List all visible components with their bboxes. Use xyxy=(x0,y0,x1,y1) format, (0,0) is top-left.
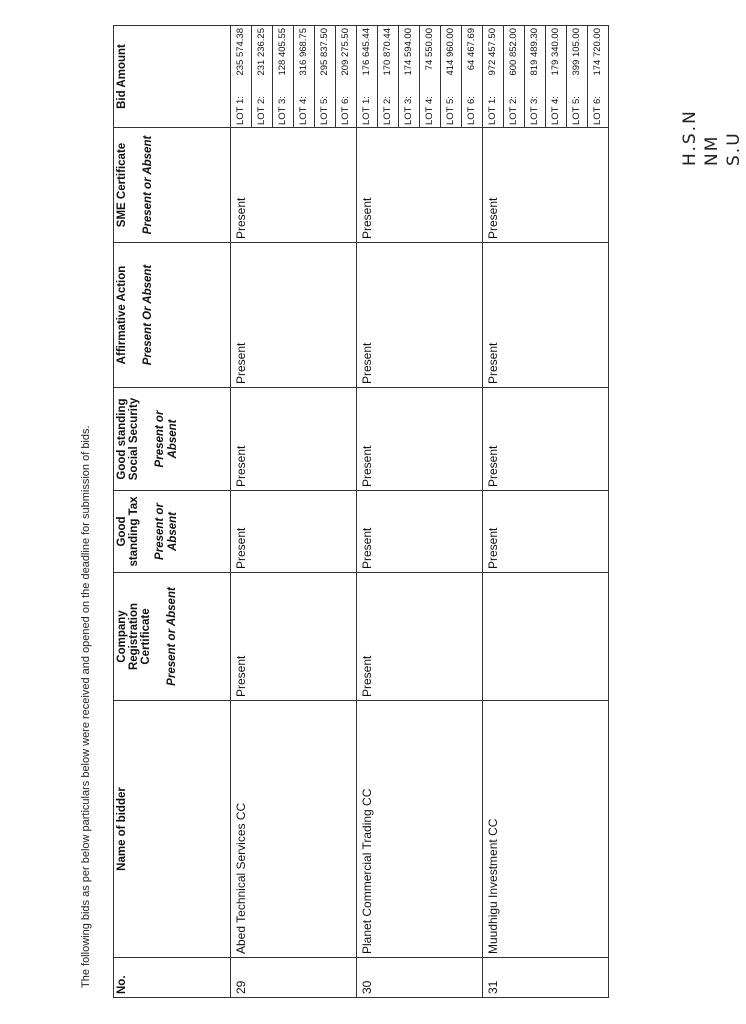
lot-label: LOT 2: xyxy=(256,96,268,125)
initials-line: S.U xyxy=(724,131,744,166)
lot-label: LOT 2: xyxy=(382,96,394,125)
header-sme xyxy=(114,128,231,243)
lot-row xyxy=(252,26,273,127)
table-row xyxy=(483,26,609,998)
social-status: Present xyxy=(357,388,483,491)
lot-amount: 179 340.00 xyxy=(550,28,562,76)
table-row xyxy=(231,26,357,998)
sme-status: Present xyxy=(231,128,357,243)
affirmative-status: Present xyxy=(483,243,609,388)
header-sme-sub: Present or Absent xyxy=(142,135,154,235)
header-tax-label: Good standing Tax xyxy=(116,496,140,567)
bidder-no: 30 xyxy=(357,958,483,998)
lot-amount: 64 467.69 xyxy=(466,28,478,71)
lot-row xyxy=(420,26,441,127)
lot-amount: 74 550.00 xyxy=(424,28,436,71)
lot-amount: 231 236.25 xyxy=(256,28,268,76)
bidder-name: Planet Commercial Trading CC xyxy=(357,701,483,958)
header-tax-sub: Present or Absent xyxy=(154,503,179,560)
lot-row xyxy=(294,26,315,127)
bidder-no: 31 xyxy=(483,958,609,998)
affirmative-status: Present xyxy=(231,243,357,388)
lot-row xyxy=(504,26,525,127)
header-affirmative-sub: Present Or Absent xyxy=(142,264,154,366)
lot-row xyxy=(378,26,399,127)
lot-label: LOT 5: xyxy=(319,96,331,125)
header-bid-label: Bid Amount xyxy=(116,44,128,109)
lot-amount: 972 457.50 xyxy=(487,28,499,76)
header-affirmative-label: Affirmative Action xyxy=(116,265,128,365)
header-name xyxy=(114,701,231,958)
lot-row xyxy=(231,26,252,127)
lot-amount: 316 968.75 xyxy=(298,28,310,76)
bid-amounts xyxy=(231,26,357,128)
company-reg-status: Present xyxy=(231,573,357,701)
header-row xyxy=(114,26,231,998)
sme-status: Present xyxy=(483,128,609,243)
lot-amount: 209 275.50 xyxy=(340,28,352,76)
initials-line: H.S.N xyxy=(680,109,700,166)
header-name-label: Name of bidder xyxy=(116,787,128,871)
lot-amount: 176 645.44 xyxy=(361,28,373,76)
lot-label: LOT 4: xyxy=(298,96,310,125)
header-sme-label: SME Certificate xyxy=(116,142,128,228)
lot-label: LOT 3: xyxy=(529,96,541,125)
lot-label: LOT 6: xyxy=(466,96,478,125)
lot-row xyxy=(588,26,608,127)
lot-amount: 128 405.55 xyxy=(277,28,289,76)
lot-label: LOT 2: xyxy=(508,96,520,125)
tax-status: Present xyxy=(483,491,609,573)
header-social xyxy=(114,388,231,491)
lot-amount: 235 574.38 xyxy=(235,28,247,76)
sme-status: Present xyxy=(357,128,483,243)
affirmative-status: Present xyxy=(357,243,483,388)
table-row xyxy=(357,26,483,998)
lot-row xyxy=(273,26,294,127)
lot-label: LOT 1: xyxy=(487,96,499,125)
company-reg-status: Present xyxy=(357,573,483,701)
lot-row xyxy=(462,26,482,127)
lot-row xyxy=(357,26,378,127)
lot-label: LOT 4: xyxy=(424,96,436,125)
lot-amount: 174 720.00 xyxy=(592,28,604,76)
intro-text: The following bids as per below particulars below were received and opened on the deadline for submission of bids. xyxy=(80,425,92,988)
lot-label: LOT 1: xyxy=(235,96,247,125)
lot-label: LOT 5: xyxy=(571,96,583,125)
bidder-no: 29 xyxy=(231,958,357,998)
tax-status: Present xyxy=(231,491,357,573)
lot-amount: 600 852.00 xyxy=(508,28,520,76)
header-bid xyxy=(114,26,231,128)
bid-amounts xyxy=(483,26,609,128)
lot-row xyxy=(315,26,336,127)
lot-amount: 170 870.44 xyxy=(382,28,394,76)
lot-label: LOT 5: xyxy=(445,96,457,125)
lot-label: LOT 1: xyxy=(361,96,373,125)
header-no xyxy=(114,958,231,998)
lot-row xyxy=(336,26,356,127)
lot-label: LOT 3: xyxy=(403,96,415,125)
initials-line: NM xyxy=(702,134,722,166)
lot-amount: 295 837.50 xyxy=(319,28,331,76)
header-tax xyxy=(114,491,231,573)
header-affirmative xyxy=(114,243,231,388)
lot-row xyxy=(483,26,504,127)
company-reg-status xyxy=(483,573,609,701)
header-social-label: Good standing Social Security xyxy=(116,397,140,481)
tax-status: Present xyxy=(357,491,483,573)
lot-label: LOT 3: xyxy=(277,96,289,125)
lot-row xyxy=(567,26,588,127)
header-no-label: No. xyxy=(116,975,128,994)
bidder-name: Muudhigu Investment CC xyxy=(483,701,609,958)
social-status: Present xyxy=(483,388,609,491)
header-company-reg-label: Company Registration Certificate xyxy=(116,602,152,671)
lot-amount: 174 594.00 xyxy=(403,28,415,76)
header-social-sub: Present or Absent xyxy=(154,410,179,468)
lot-label: LOT 6: xyxy=(340,96,352,125)
lot-amount: 414 960.00 xyxy=(445,28,457,76)
handwritten-initials xyxy=(680,109,746,166)
lot-row xyxy=(399,26,420,127)
header-company-reg xyxy=(114,573,231,701)
bid-amounts xyxy=(357,26,483,128)
lot-amount: 819 489.30 xyxy=(529,28,541,76)
lot-row xyxy=(441,26,462,127)
lot-row xyxy=(525,26,546,127)
lot-label: LOT 6: xyxy=(592,96,604,125)
social-status: Present xyxy=(231,388,357,491)
lot-row xyxy=(546,26,567,127)
bids-table xyxy=(113,25,609,998)
lot-label: LOT 4: xyxy=(550,96,562,125)
header-company-reg-sub: Present or Absent xyxy=(166,587,178,686)
lot-amount: 399 105.00 xyxy=(571,28,583,76)
bidder-name: Abed Technical Services CC xyxy=(231,701,357,958)
